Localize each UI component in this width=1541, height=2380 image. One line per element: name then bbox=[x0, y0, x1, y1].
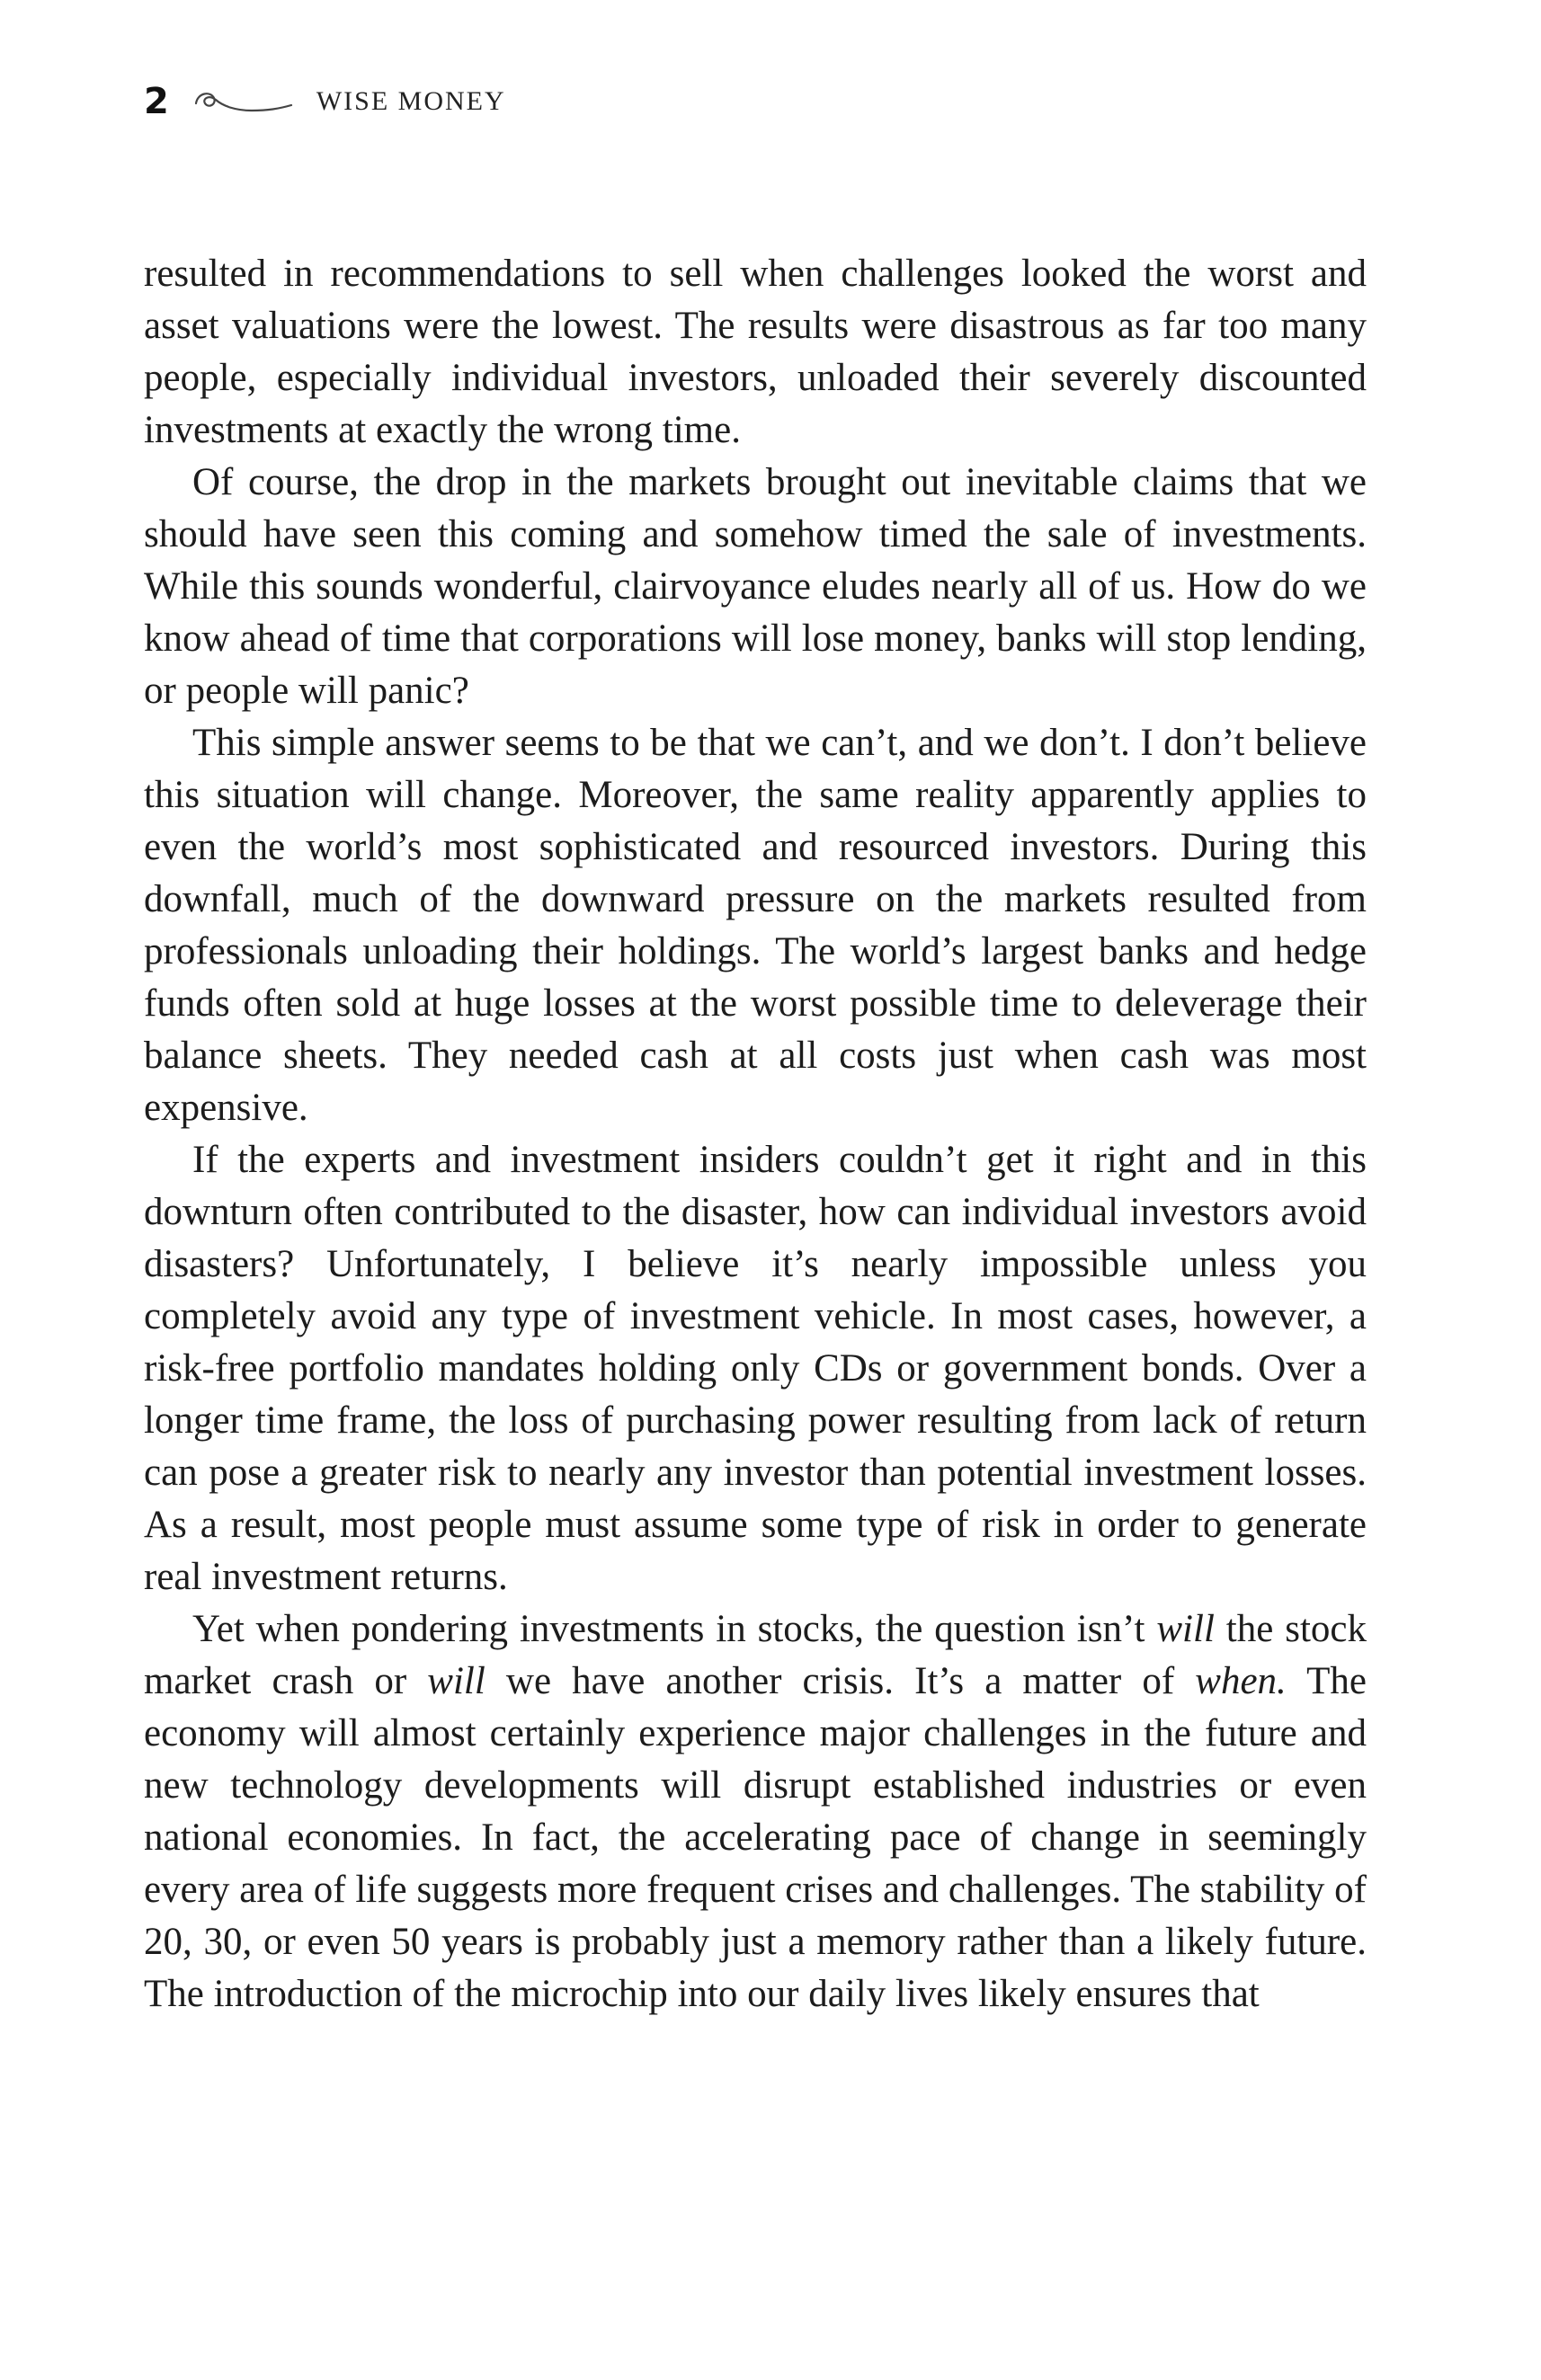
swirl-ornament-icon bbox=[189, 84, 297, 120]
paragraph-text: Yet when pondering investments in stocks, the question isn’t bbox=[192, 1608, 1157, 1650]
paragraph-text: This simple answer seems to be that we can’t, and we don’t. I don’t believe this situation will change. Moreover, the same reality apparently applies to even the world’s most sophisticated and resourced investors. During this downfall, much of the downward pressure on the markets resulted from professionals unloading their holdings. The world’s largest banks and hedge funds often sold at huge losses at the worst possible time to deleverage their balance sheets. They needed cash at all costs just when cash was most expensive. bbox=[144, 722, 1367, 1129]
paragraph-text: Of course, the drop in the markets brought out inevitable claims that we should have seen this coming and somehow timed the sale of investments. While this sounds wonderful, clairvoyance eludes nearly all of us. How do we know ahead of time that corporations will lose money, banks will stop lending, or people will panic? bbox=[144, 461, 1367, 712]
running-header bbox=[144, 81, 506, 122]
paragraph-text: resulted in recommendations to sell when challenges looked the worst and asset valuations were the lowest. The results were disastrous as far too many people, especially individual investors, unloaded their severely discounted investments at exactly the wrong time. bbox=[144, 253, 1367, 451]
paragraph bbox=[144, 1603, 1367, 2020]
paragraph bbox=[144, 717, 1367, 1134]
paragraph-text: we have another crisis. It’s a matter of bbox=[485, 1660, 1196, 1702]
paragraph bbox=[144, 248, 1367, 457]
paragraph bbox=[144, 1134, 1367, 1603]
body-text bbox=[144, 248, 1367, 2020]
paragraph bbox=[144, 457, 1367, 717]
italic-text: will bbox=[1156, 1608, 1215, 1650]
paragraph-text: The economy will almost certainly experience major challenges in the future and new technology developments will disrupt established industries or even national economies. In fact, the accelerating pace of change in seemingly every area of life suggests more frequent crises and challenges. The stability of 20, 30, or even 50 years is probably just a memory rather than a likely future. The introduction of the microchip into our daily lives likely ensures that bbox=[144, 1660, 1367, 2015]
paragraph-text: If the experts and investment insiders couldn’t get it right and in this downturn often contributed to the disaster, how can individual investors avoid disasters? Unfortunately, I believe it’s nearly impossible unless you completely avoid any type of investment vehicle. In most cases, however, a risk-free portfolio mandates holding only CDs or government bonds. Over a longer time frame, the loss of purchasing power resulting from lack of return can pose a greater risk to nearly any investor than potential investment losses. As a result, most people must assume some type of risk in order to generate real investment returns. bbox=[144, 1139, 1367, 1598]
italic-text: will bbox=[427, 1660, 485, 1702]
page-number: 2 bbox=[144, 81, 169, 122]
paragraph-text: the stock market crash or bbox=[144, 1608, 1367, 1702]
italic-text: when. bbox=[1195, 1660, 1287, 1702]
running-head-title: WISE MONEY bbox=[316, 86, 506, 116]
